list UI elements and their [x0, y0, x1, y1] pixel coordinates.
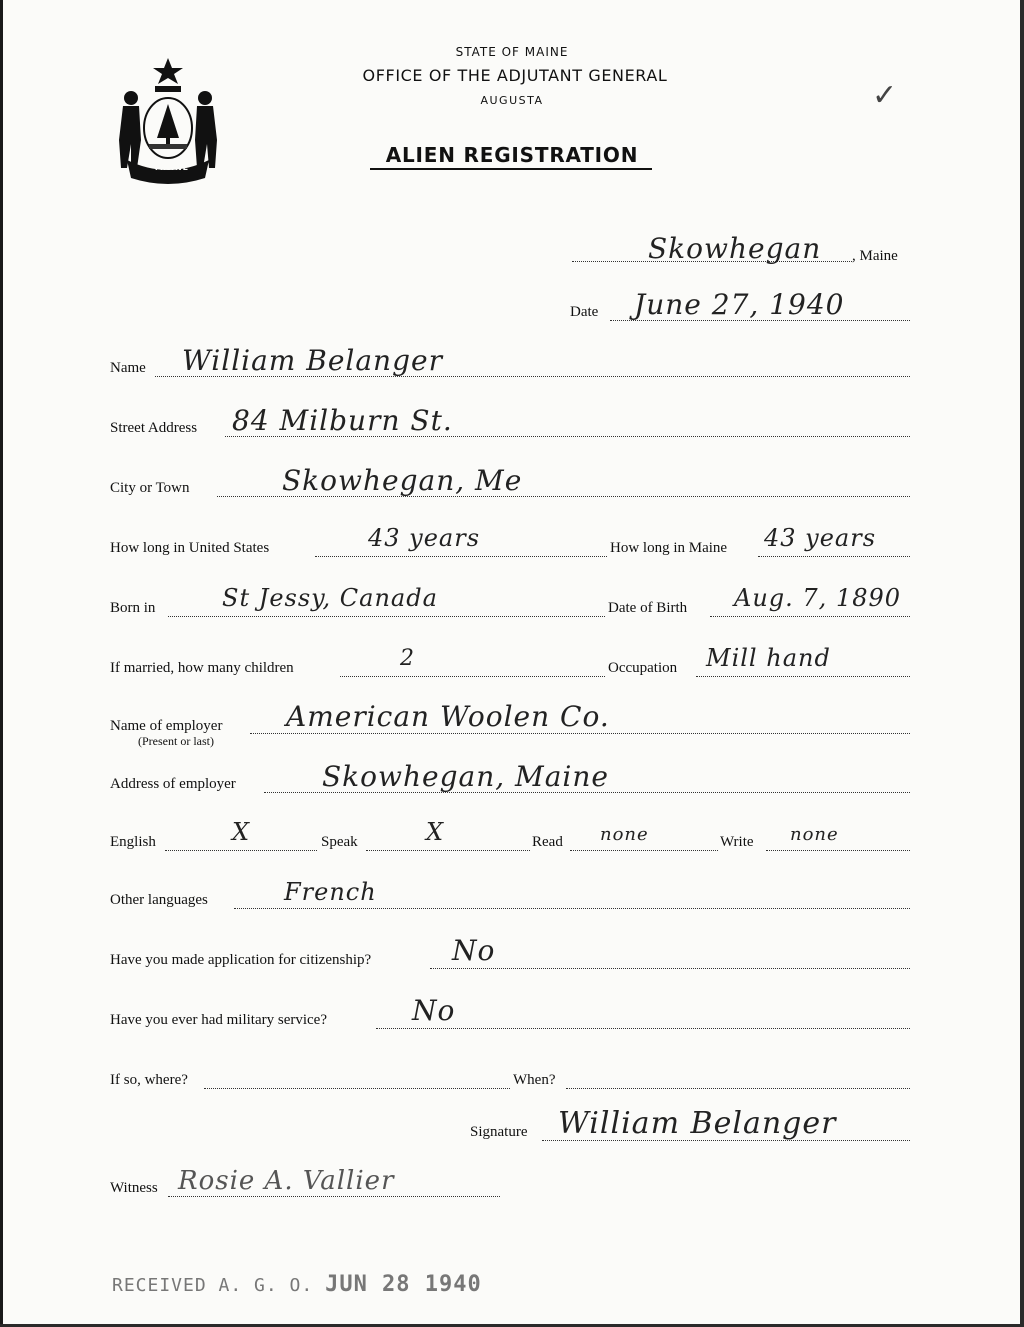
read-label: Read — [532, 834, 563, 850]
employer-address-label: Address of employer — [110, 776, 236, 792]
english-label: English — [110, 834, 156, 850]
city-town-label: City or Town — [110, 480, 190, 496]
employer-label: Name of employer — [110, 718, 223, 734]
street-label: Street Address — [110, 420, 198, 436]
born-in-value: St Jessy, Canada — [222, 584, 438, 612]
children-value: 2 — [400, 646, 415, 671]
how-long-maine-label: How long in Maine — [610, 540, 728, 556]
how-long-us-line — [315, 556, 607, 557]
other-languages-label: Other languages — [110, 892, 208, 908]
children-line — [340, 676, 605, 677]
other-languages-line — [234, 908, 910, 909]
english-value: X — [232, 818, 251, 846]
employer-line — [250, 733, 910, 734]
seal-label: MAINE — [154, 163, 190, 172]
speak-value: X — [426, 818, 445, 846]
name-label: Name — [110, 360, 146, 376]
military-value: No — [412, 994, 456, 1027]
office-heading: OFFICE OF THE ADJUTANT GENERAL — [362, 66, 668, 85]
place-value: Skowhegan — [648, 232, 822, 265]
occupation-value: Mill hand — [706, 644, 831, 672]
english-line — [165, 850, 317, 851]
date-of-birth-line — [710, 616, 910, 617]
read-value: none — [600, 824, 649, 845]
how-long-maine-line — [758, 556, 910, 557]
state-heading: STATE OF MAINE — [455, 45, 569, 59]
employer-value: American Woolen Co. — [286, 700, 610, 733]
other-languages-value: French — [284, 878, 377, 906]
date-of-birth-value: Aug. 7, 1890 — [734, 584, 902, 612]
received-stamp — [112, 1272, 482, 1297]
name-value: William Belanger — [182, 344, 443, 377]
title-underline — [370, 168, 652, 170]
when-line — [566, 1088, 910, 1089]
date-of-birth-label: Date of Birth — [608, 600, 688, 616]
signature-label: Signature — [470, 1124, 528, 1140]
read-line — [570, 850, 718, 851]
military-label: Have you ever had military service? — [110, 1012, 327, 1028]
military-line — [376, 1028, 910, 1029]
date-value: June 27, 1940 — [634, 288, 845, 321]
city-heading: AUGUSTA — [480, 94, 544, 107]
city-town-value: Skowhegan, Me — [282, 464, 523, 497]
speak-label: Speak — [321, 834, 358, 850]
how-long-maine-value: 43 years — [764, 524, 877, 552]
write-label: Write — [720, 834, 754, 850]
employer-address-value: Skowhegan, Maine — [322, 760, 609, 793]
citizenship-value: No — [452, 934, 496, 967]
check-mark: ✓ — [872, 78, 898, 113]
born-in-line — [168, 616, 605, 617]
citizenship-label: Have you made application for citizenship? — [110, 952, 372, 968]
scan-border-right — [1020, 0, 1024, 1327]
witness-label: Witness — [110, 1180, 158, 1196]
street-value: 84 Milburn St. — [232, 404, 453, 437]
occupation-line — [696, 676, 910, 677]
speak-line — [366, 850, 530, 851]
born-in-label: Born in — [110, 600, 156, 616]
witness-value: Rosie A. Vallier — [178, 1166, 395, 1196]
witness-line — [168, 1196, 500, 1197]
if-so-where-label: If so, where? — [110, 1072, 188, 1088]
received-stamp-text: RECEIVED A. G. O. — [112, 1275, 314, 1296]
signature-value: William Belanger — [558, 1106, 837, 1141]
received-stamp-date: JUN 28 1940 — [325, 1272, 482, 1297]
scan-border-left — [0, 0, 3, 1327]
employer-sublabel: (Present or last) — [138, 734, 214, 748]
if-so-where-line — [204, 1088, 510, 1089]
citizenship-line — [430, 968, 910, 969]
how-long-us-label: How long in United States — [110, 540, 270, 556]
place-suffix: , Maine — [852, 248, 898, 264]
write-value: none — [790, 824, 839, 845]
how-long-us-value: 43 years — [368, 524, 481, 552]
write-line — [766, 850, 910, 851]
occupation-label: Occupation — [608, 660, 678, 676]
when-label: When? — [513, 1072, 556, 1088]
date-label: Date — [570, 304, 599, 320]
form-title: ALIEN REGISTRATION — [385, 143, 639, 167]
children-label: If married, how many children — [110, 660, 294, 676]
